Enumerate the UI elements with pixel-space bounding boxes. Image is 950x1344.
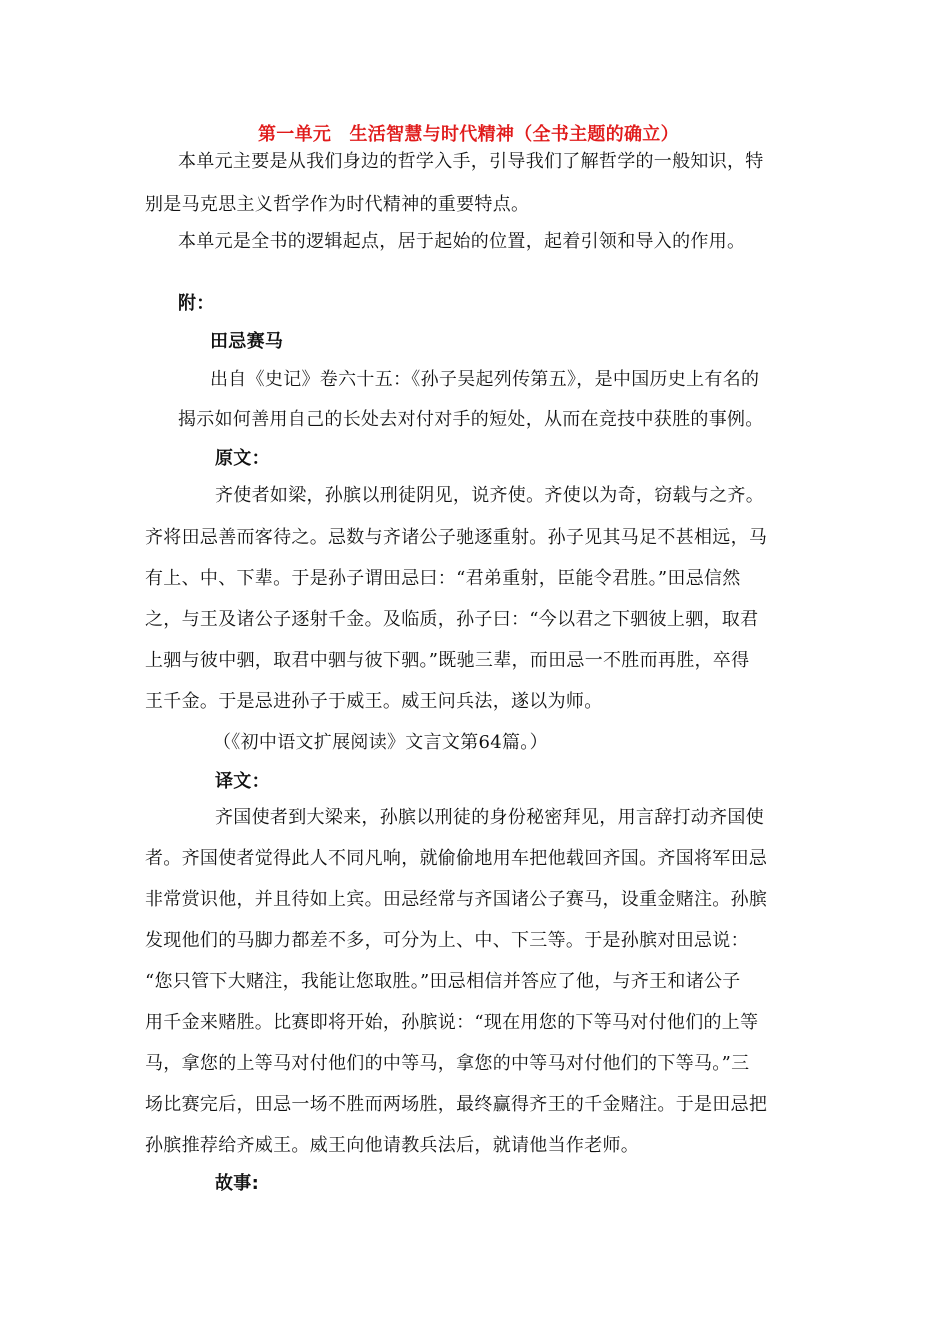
- original-text-line: 齐将田忌善而客待之。忌数与齐诸公子驰逐重射。孙子见其马足不甚相远，马: [145, 527, 768, 548]
- intro-paragraph-2: 本单元是全书的逻辑起点，居于起始的位置，起着引领和导入的作用。: [178, 231, 746, 252]
- translation-text-line: 场比赛完后，田忌一场不胜而两场胜，最终赢得齐王的千金赌注。于是田忌把: [145, 1094, 768, 1115]
- appendix-label: 附：: [178, 293, 215, 314]
- original-text-line: 有上、中、下辈。于是孙子谓田忌曰：“君弟重射，臣能令君胜。”田忌信然: [145, 568, 741, 589]
- source-line: 出自《史记》卷六十五：《孙子吴起列传第五》，是中国历史上有名的: [210, 369, 760, 390]
- unit-title: 第一单元 生活智慧与时代精神（全书主题的确立）: [258, 124, 679, 145]
- translation-text-line: 齐国使者到大梁来，孙膑以刑徒的身份秘密拜见，用言辞打动齐国使: [215, 807, 764, 828]
- translation-text-line: 孙膑推荐给齐威王。威王向他请教兵法后，就请他当作老师。: [145, 1135, 640, 1156]
- original-citation: （《初中语文扩展阅读》文言文第64篇。）: [213, 732, 548, 753]
- intro-paragraph-line: 别是马克思主义哲学作为时代精神的重要特点。: [145, 194, 530, 215]
- source-line: 揭示如何善用自己的长处去对付对手的短处，从而在竞技中获胜的事例。: [178, 409, 764, 430]
- translation-label: 译文：: [215, 771, 270, 792]
- translation-text-line: 者。齐国使者觉得此人不同凡响，就偷偷地用车把他载回齐国。齐国将军田忌: [145, 848, 768, 869]
- intro-paragraph-line: 本单元主要是从我们身边的哲学入手，引导我们了解哲学的一般知识，特: [178, 151, 764, 172]
- translation-text-line: “您只管下大赌注，我能让您取胜。”田忌相信并答应了他，与齐王和诸公子: [145, 971, 741, 992]
- translation-text-line: 用千金来赌胜。比赛即将开始，孙膑说：“现在用您的下等马对付他们的上等: [145, 1012, 759, 1033]
- translation-text-line: 非常赏识他，并且待如上宾。田忌经常与齐国诸公子赛马，设重金赌注。孙膑: [145, 889, 768, 910]
- original-text-line: 之，与王及诸公子逐射千金。及临质，孙子曰：“今以君之下驷彼上驷，取君: [145, 609, 759, 630]
- original-text-line: 王千金。于是忌进孙子于威王。威王问兵法，遂以为师。: [145, 691, 603, 712]
- translation-text-line: 发现他们的马脚力都差不多，可分为上、中、下三等。于是孙膑对田忌说：: [145, 930, 749, 951]
- original-label: 原文：: [215, 448, 270, 469]
- original-text-line: 齐使者如梁，孙膑以刑徒阴见，说齐使。齐使以为奇，窃载与之齐。: [215, 485, 764, 506]
- original-text-line: 上驷与彼中驷，取君中驷与彼下驷。”既驰三辈，而田忌一不胜而再胜，卒得: [145, 650, 750, 671]
- translation-text-line: 马，拿您的上等马对付他们的中等马，拿您的中等马对付他们的下等马。”三: [145, 1053, 750, 1074]
- story-title: 田忌赛马: [210, 331, 284, 352]
- story-label: 故事:: [215, 1173, 260, 1194]
